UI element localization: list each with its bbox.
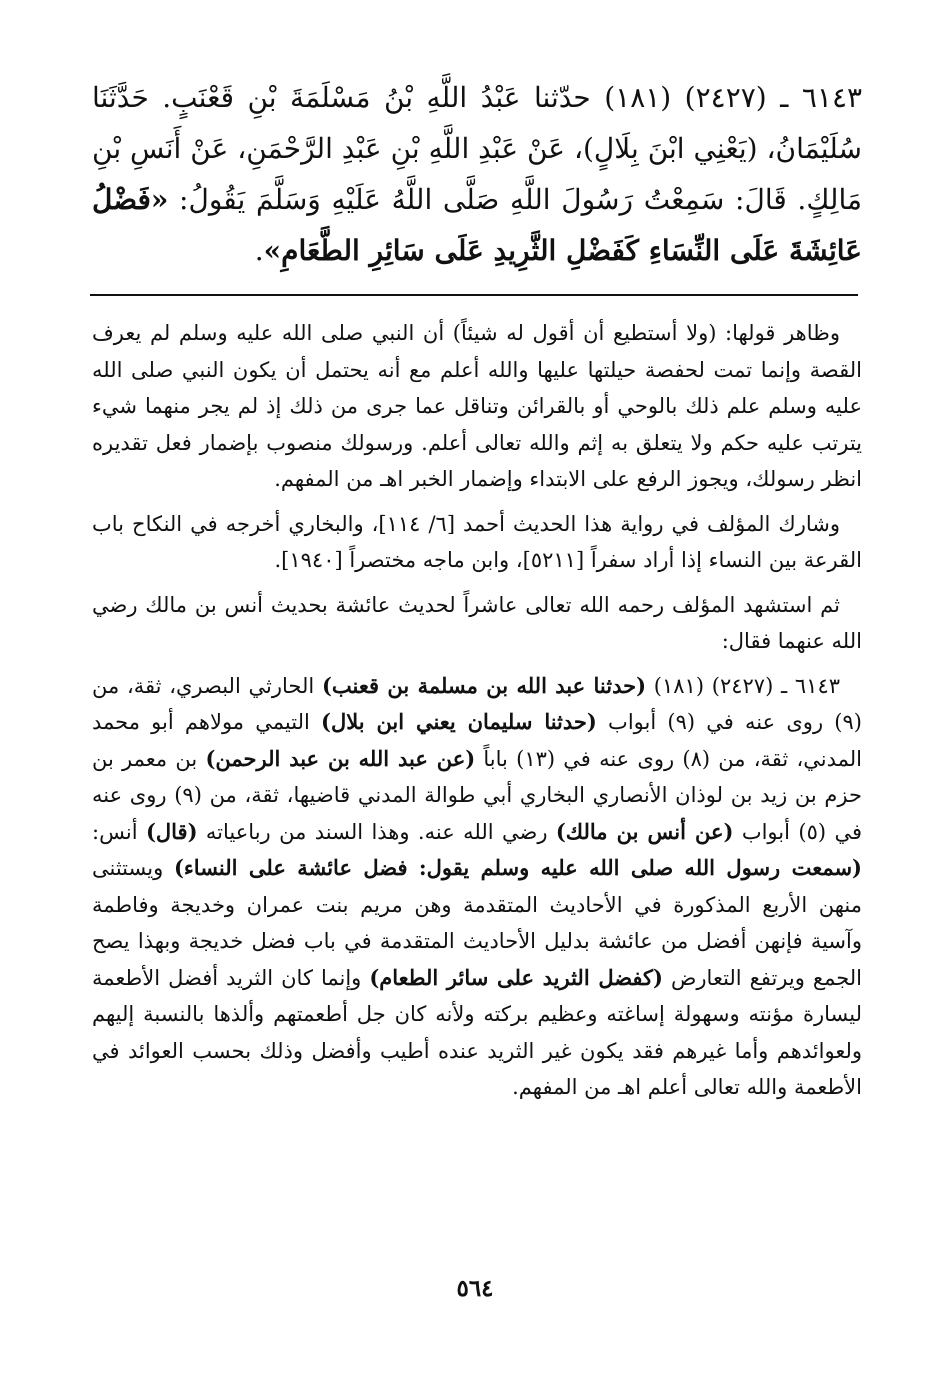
commentary-bold-quote: (كفضل الثريد على سائر الطعام)	[369, 964, 663, 990]
commentary-text: الحارثي البصري، ثقة، من (٩) روى عنه في (٩) أبواب	[92, 673, 862, 734]
separator-line	[90, 294, 858, 296]
commentary-text: بن معمر بن حزم بن زيد بن لوذان الأنصاري البخاري أبي طوالة المدني قاضيها، ثقة، من (٩) روى عنه في (٥) أبواب	[92, 746, 862, 844]
commentary-text: ٦١٤٣ ـ (٢٤٢٧) (١٨١)	[646, 673, 841, 698]
hadith-isnad: ٦١٤٣ ـ (٢٤٢٧) (١٨١) حدّثنا عَبْدُ اللَّهِ بْنُ مَسْلَمَةَ بْنِ قَعْنَبٍ. حَدَّثَنَا سُلَيْمَانُ، (يَعْنِي ابْنَ بِلَالٍ)، عَنْ عَبْدِ اللَّهِ بْنِ عَبْدِ الرَّحْمَنِ، عَنْ أَنَسِ بْنِ مَالِكٍ. قَالَ: سَمِعْتُ رَسُولَ اللَّهِ صَلَّى اللَّهُ عَلَيْهِ وَسَلَّمَ يَقُولُ:	[92, 81, 863, 216]
commentary-bold-quote: (عن عبد الله بن عبد الرحمن)	[205, 745, 476, 771]
commentary-bold-quote: (سمعت رسول الله صلى الله عليه وسلم يقول: فضل عائشة على النساء)	[173, 855, 862, 880]
hadith-matn: «فَضْلُ عَائِشَةَ عَلَى النِّسَاءِ كَفَضْلِ الثَّرِيدِ عَلَى سَائِرِ الطَّعَامِ»	[92, 183, 862, 267]
commentary-text: التيمي مولاهم أبو محمد المدني، ثقة، من (٨) روى عنه في (١٣) باباً	[92, 710, 863, 771]
hadith-end-mark: .	[254, 234, 264, 267]
commentary-text: أنس:	[92, 819, 146, 844]
commentary-paragraph-3: ثم استشهد المؤلف رحمه الله تعالى عاشراً لحديث عائشة بحديث أنس بن مالك رضي الله عنهما فقال:	[92, 592, 862, 653]
commentary-bold-quote: (حدثنا سليمان يعني ابن بلال)	[321, 709, 597, 734]
commentary-block	[92, 315, 862, 1114]
commentary-paragraph-4	[92, 668, 862, 1106]
commentary-bold-quote: (حدثنا عبد الله بن مسلمة بن قعنب)	[321, 672, 647, 698]
hadith-text-block	[92, 72, 862, 276]
page-number: ٥٦٤	[456, 1275, 494, 1302]
commentary-text: رضي الله عنه. وهذا السند من رباعياته	[197, 819, 556, 844]
hadith-paragraph	[92, 72, 862, 276]
commentary-text: وإنما كان الثريد أفضل الأطعمة ليسارة مؤنته وسهولة إساغته وعظيم بركته ولأنه كان جل أطعمتهم وألذها بالنسبة إليهم ولعوائدهم وأما غيرهم فقد يكون غير الثريد عنده أطيب وأفضل وذلك بحسب العوائد في الأطعمة والله تعالى أعلم اهـ من المفهم.	[92, 965, 862, 1099]
commentary-paragraph-2: وشارك المؤلف في رواية هذا الحديث أحمد [٦/ ١١٤]، والبخاري أخرجه في النكاح باب القرعة بين النساء إذا أراد سفراً [٥٢١١]، وابن ماجه مختصراً [١٩٤٠].	[92, 511, 862, 572]
commentary-paragraph-1: وظاهر قولها: (ولا أستطيع أن أقول له شيئاً) أن النبي صلى الله عليه وسلم لم يعرف القصة وإنما تمت لحفصة حيلتها عليها والله أعلم مع أنه يحتمل أن يكون النبي صلى الله عليه وسلم علم ذلك بالوحي أو بالقرائن وتناقل عما جرى من ذلك إذ لم يجر منهما شيء يترتب عليه حكم ولا يتعلق به إثم والله تعالى أعلم. ورسولك منصوب بإضمار فعل تقديره انظر رسولك، ويجوز الرفع على الابتداء وإضمار الخبر اهـ من المفهم.	[92, 321, 862, 491]
commentary-bold-quote: (قال)	[145, 818, 198, 844]
commentary-bold-quote: (عن أنس بن مالك)	[555, 818, 734, 844]
commentary-text: ويستثنى منهن الأربع المذكورة في الأحاديث المتقدمة وهن مريم بنت عمران وخديجة وفاطمة وآسية فإنهن أفضل من عائشة بدليل الأحاديث المتقدمة في باب فضل خديجة وبهذا يصح الجمع ويرتفع التعارض	[92, 856, 863, 990]
